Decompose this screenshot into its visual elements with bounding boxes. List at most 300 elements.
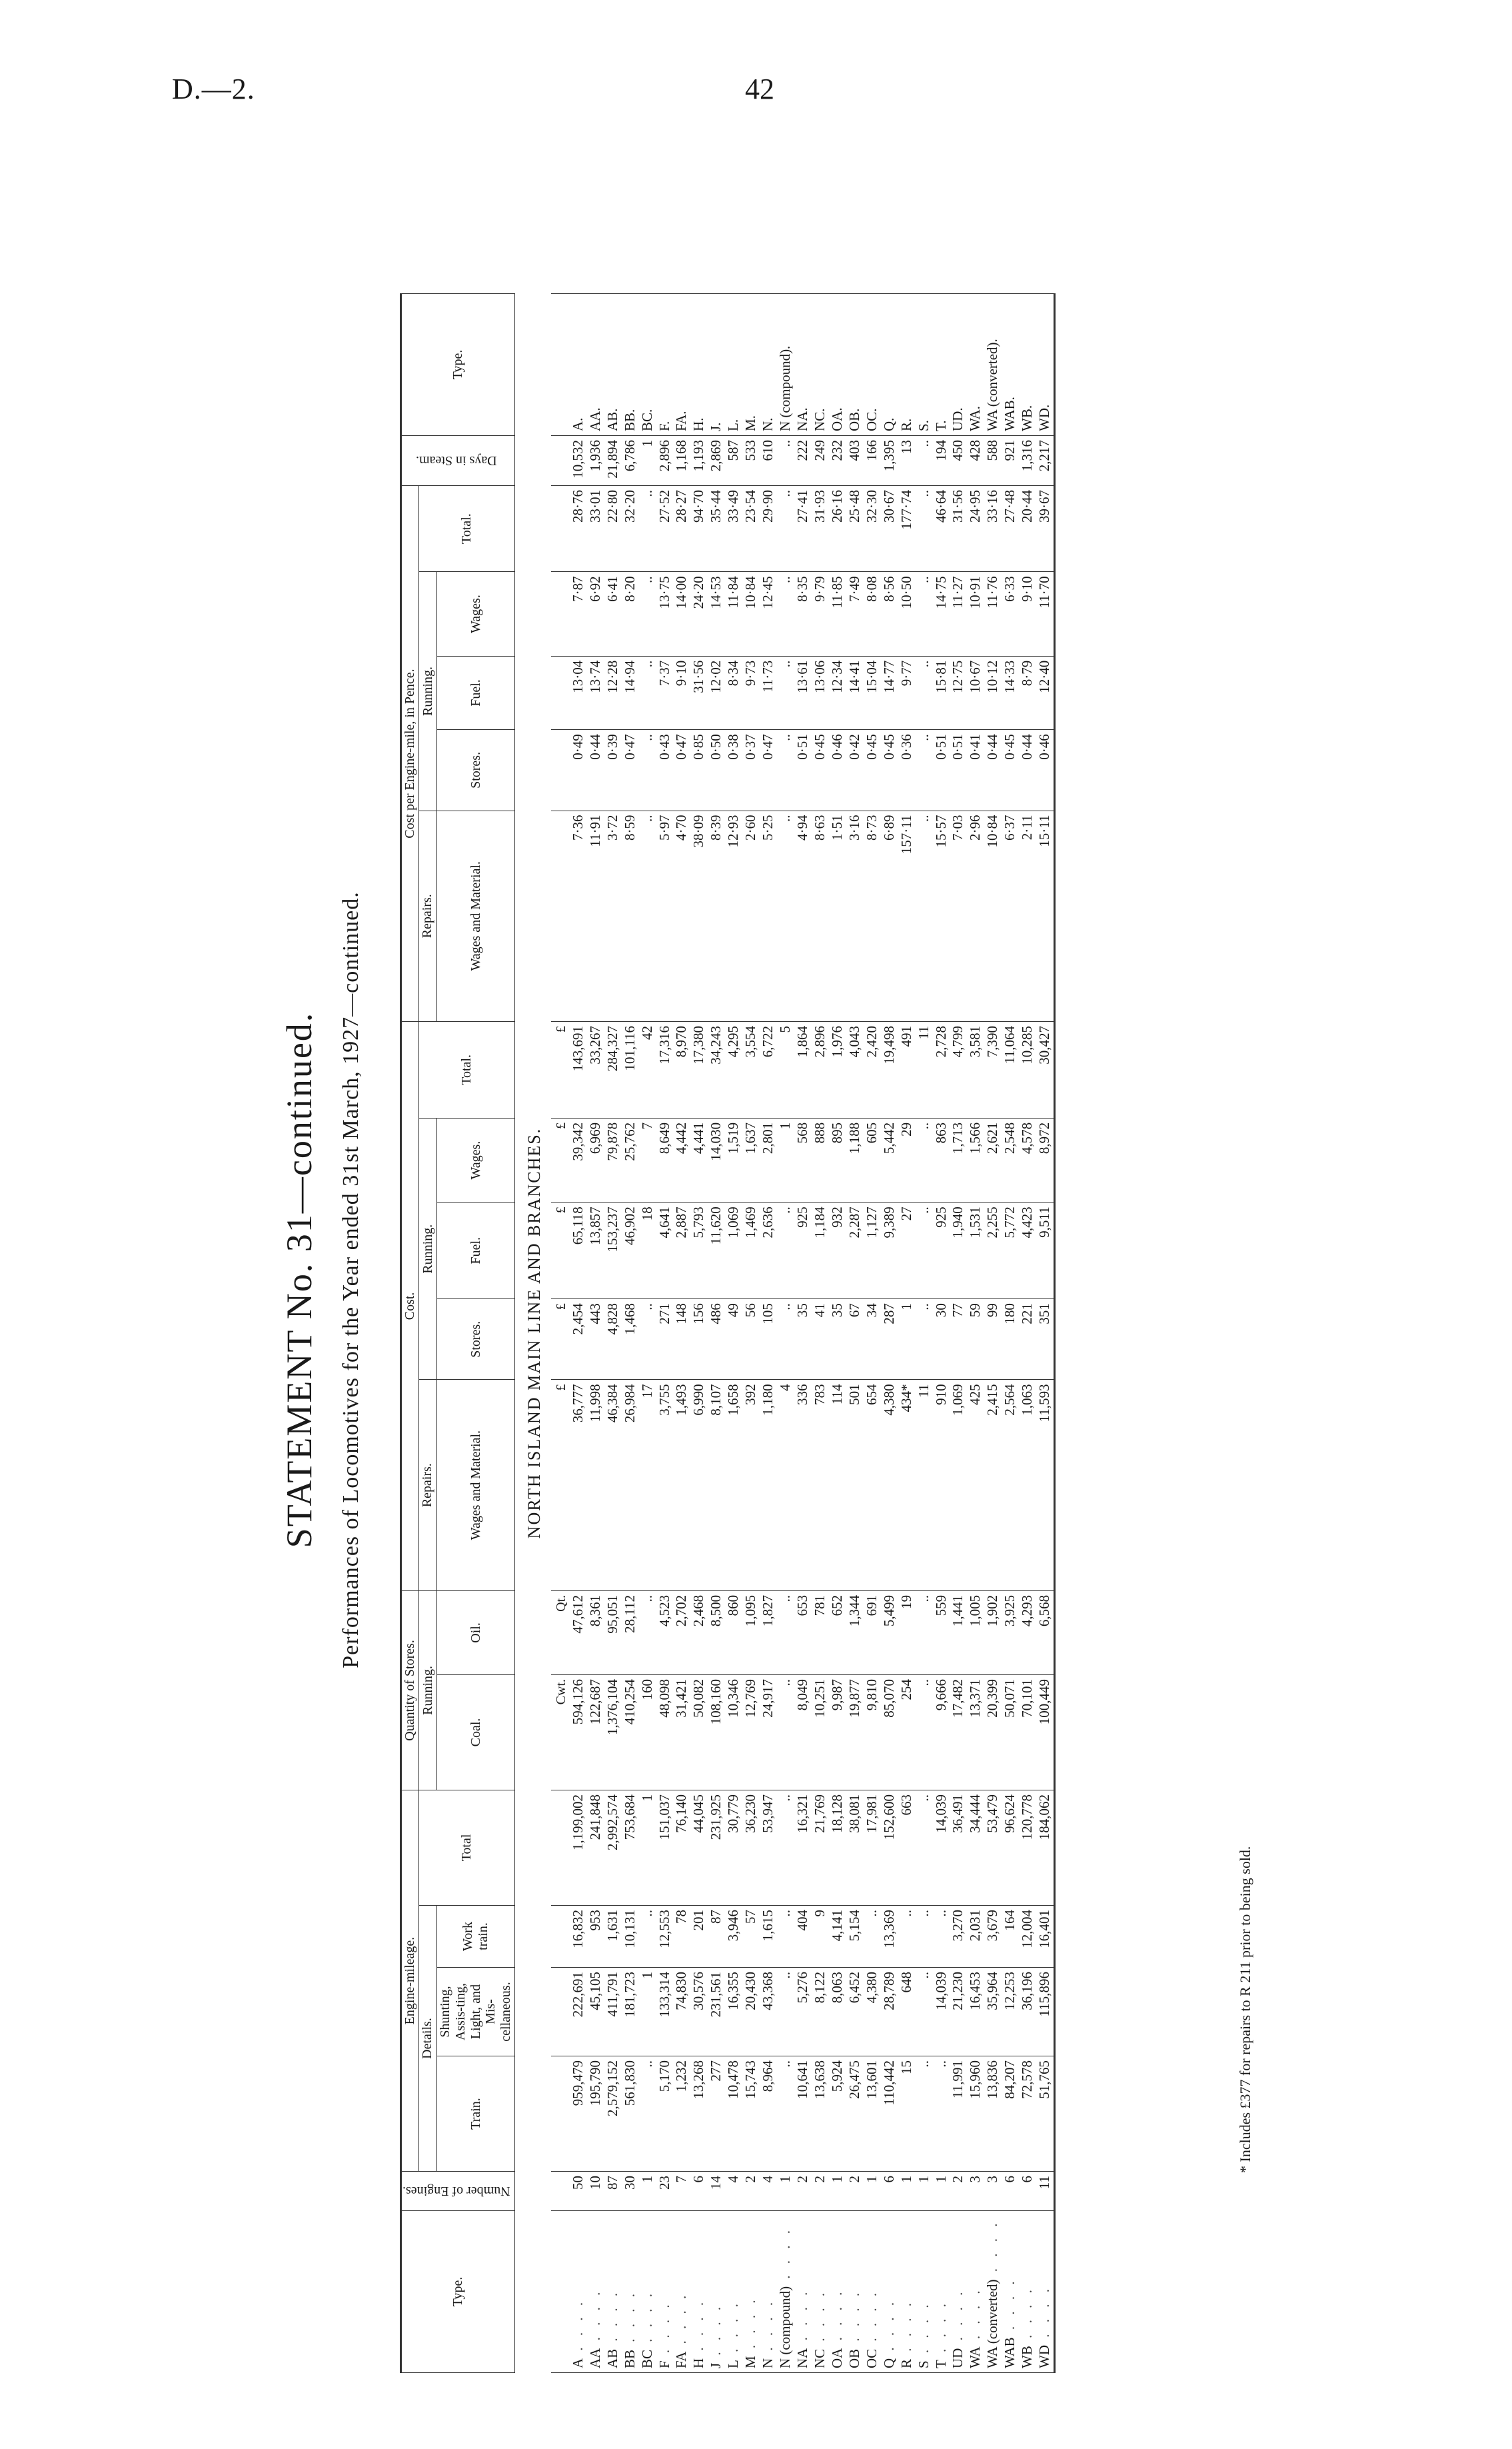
cell-total: 663 — [898, 1790, 916, 1906]
cell-wages: 1,519 — [725, 1118, 742, 1202]
cell-oil: 4,523 — [656, 1590, 674, 1674]
cell-shunt: 21,230 — [950, 1968, 967, 2056]
cell-pfuel: 7·37 — [656, 656, 674, 730]
row-type: L . . . . — [725, 2211, 742, 2373]
cell-pstores: 0·41 — [967, 730, 984, 811]
table-row — [587, 294, 604, 2373]
cell-wages: 5,442 — [881, 1118, 898, 1202]
cell-ptotal: 32·30 — [864, 486, 881, 572]
cell-total: 16,321 — [794, 1790, 812, 1906]
table-row — [1002, 294, 1019, 2373]
cell-prep: 8·39 — [708, 811, 725, 1021]
unit-repairs: £ — [551, 1380, 570, 1590]
cell-train: 10,478 — [725, 2056, 742, 2172]
col-cost-running: Running. — [418, 1118, 437, 1379]
cell-total: 36,230 — [742, 1790, 760, 1906]
cell-prep: 7·36 — [570, 811, 587, 1021]
col-cost-wages: Wages. — [437, 1118, 515, 1202]
table-row — [846, 294, 864, 2373]
cell-train: .. — [933, 2056, 950, 2172]
cell-fuel: 13,857 — [587, 1203, 604, 1299]
cell-rep: 6,990 — [690, 1380, 708, 1590]
footnote: * Includes £377 for repairs to R 211 prior to being sold. — [1237, 1846, 1253, 2173]
col-cost: Cost. — [401, 1022, 419, 1591]
row-type: J . . . . — [708, 2211, 725, 2373]
cell-pstores: 0·47 — [673, 730, 690, 811]
cell-rep: 11 — [916, 1380, 933, 1590]
cell-coal: .. — [777, 1675, 794, 1790]
cell-cost: 33,267 — [587, 1022, 604, 1119]
unit-oil: Qt. — [551, 1590, 570, 1674]
cell-prep: 10·84 — [984, 811, 1002, 1021]
cell-shunt: 30,576 — [690, 1968, 708, 2056]
cell-rep: 336 — [794, 1380, 812, 1590]
cell-work: 16,832 — [570, 1906, 587, 1968]
cell-train: 15,960 — [967, 2056, 984, 2172]
cell-work: 1,615 — [760, 1906, 777, 1968]
cell-prep: 1·51 — [829, 811, 846, 1021]
cell-fuel: 1,127 — [864, 1203, 881, 1299]
table-row — [812, 294, 829, 2373]
cell-shunt: 1 — [639, 1968, 656, 2056]
cell-pstores: .. — [639, 730, 656, 811]
table-row — [984, 294, 1002, 2373]
cell-train: .. — [916, 2056, 933, 2172]
cell-coal: 19,877 — [846, 1675, 864, 1790]
table-row — [916, 294, 933, 2373]
table-row — [967, 294, 984, 2373]
cell-fuel: 1,069 — [725, 1203, 742, 1299]
cell-rep: 2,415 — [984, 1380, 1002, 1590]
cell-coal: 160 — [639, 1675, 656, 1790]
cell-oil: .. — [916, 1590, 933, 1674]
row-type-right: R. — [898, 294, 916, 436]
cell-ptotal: 27·48 — [1002, 486, 1019, 572]
cell-work: 201 — [690, 1906, 708, 1968]
cell-wages: 1 — [777, 1118, 794, 1202]
cell-n: 4 — [725, 2172, 742, 2211]
cell-cost: 3,581 — [967, 1022, 984, 1119]
unit-wages: £ — [551, 1118, 570, 1202]
row-type: Q . . . . — [881, 2211, 898, 2373]
cell-cost: 5 — [777, 1022, 794, 1119]
row-type: N (compound) . . . . — [777, 2211, 794, 2373]
cell-n: 7 — [673, 2172, 690, 2211]
cell-pfuel: 9·73 — [742, 656, 760, 730]
cell-total: 152,600 — [881, 1790, 898, 1906]
cell-oil: 5,499 — [881, 1590, 898, 1674]
cell-pwages: 14·75 — [933, 572, 950, 656]
cell-oil: 3,925 — [1002, 1590, 1019, 1674]
cell-pwages: 14·53 — [708, 572, 725, 656]
col-cost-repairs: Repairs. — [418, 1380, 436, 1590]
cell-work: 87 — [708, 1906, 725, 1968]
cell-pwages: 11·84 — [725, 572, 742, 656]
cell-train: 8,964 — [760, 2056, 777, 2172]
col-days-in-steam: Days in Steam. — [401, 436, 515, 486]
row-type-right: BB. — [622, 294, 639, 436]
cell-stores: .. — [916, 1299, 933, 1380]
row-type: M . . . . — [742, 2211, 760, 2373]
table-row — [742, 294, 760, 2373]
cell-oil: 860 — [725, 1590, 742, 1674]
cell-ptotal: 26·16 — [829, 486, 846, 572]
cell-coal: 85,070 — [881, 1675, 898, 1790]
row-type-right: Q. — [881, 294, 898, 436]
cell-pwages: 8·08 — [864, 572, 881, 656]
cell-pwages: .. — [777, 572, 794, 656]
cell-oil: 691 — [864, 1590, 881, 1674]
cell-oil: 652 — [829, 1590, 846, 1674]
cell-pfuel: 14·41 — [846, 656, 864, 730]
cell-pstores: 0·38 — [725, 730, 742, 811]
row-type: OB . . . . — [846, 2211, 864, 2373]
cell-total: .. — [916, 1790, 933, 1906]
cell-total: 21,769 — [812, 1790, 829, 1906]
cell-pstores: 0·47 — [760, 730, 777, 811]
cell-coal: 70,101 — [1019, 1675, 1036, 1790]
cell-total: 36,491 — [950, 1790, 967, 1906]
cell-days: 1,193 — [690, 436, 708, 486]
cell-oil: 1,827 — [760, 1590, 777, 1674]
row-type: AB . . . . — [604, 2211, 622, 2373]
cell-shunt: 36,196 — [1019, 1968, 1036, 2056]
cell-fuel: 932 — [829, 1203, 846, 1299]
cell-pstores: 0·43 — [656, 730, 674, 811]
cell-fuel: 1,940 — [950, 1203, 967, 1299]
cell-pfuel: 13·61 — [794, 656, 812, 730]
cell-wages: 6,969 — [587, 1118, 604, 1202]
cell-work: .. — [639, 1906, 656, 1968]
cell-train: 1,232 — [673, 2056, 690, 2172]
row-type: WA . . . . — [967, 2211, 984, 2373]
cell-oil: .. — [777, 1590, 794, 1674]
cell-wages: 1,713 — [950, 1118, 967, 1202]
cell-shunt: 16,355 — [725, 1968, 742, 2056]
cell-rep: 11,998 — [587, 1380, 604, 1590]
cell-ptotal: 27·41 — [794, 486, 812, 572]
cell-pwages: 11·85 — [829, 572, 846, 656]
cell-work: 10,131 — [622, 1906, 639, 1968]
cell-wages: 605 — [864, 1118, 881, 1202]
row-type-right: N (compound). — [777, 294, 794, 436]
row-type: AA . . . . — [587, 2211, 604, 2373]
cell-oil: 95,051 — [604, 1590, 622, 1674]
row-type-right: UD. — [950, 294, 967, 436]
cell-rep: 2,564 — [1002, 1380, 1019, 1590]
statement-subtitle: Performances of Locomotives for the Year ended 31st March, 1927—continued. — [339, 891, 363, 1668]
cell-pwages: 6·92 — [587, 572, 604, 656]
row-type-right: M. — [742, 294, 760, 436]
cell-rep: 3,755 — [656, 1380, 674, 1590]
cell-shunt: .. — [916, 1968, 933, 2056]
cell-rep: 4,380 — [881, 1380, 898, 1590]
row-type: S . . . . — [916, 2211, 933, 2373]
cell-pstores: 0·44 — [984, 730, 1002, 811]
cell-wages: 25,762 — [622, 1118, 639, 1202]
cell-wages: 4,442 — [673, 1118, 690, 1202]
cell-n: 1 — [916, 2172, 933, 2211]
cell-n: 2 — [742, 2172, 760, 2211]
cell-total: 241,848 — [587, 1790, 604, 1906]
cell-train: 13,638 — [812, 2056, 829, 2172]
cell-pwages: 7·87 — [570, 572, 587, 656]
cell-pwages: 11·70 — [1036, 572, 1054, 656]
col-type: Type. — [401, 2211, 515, 2373]
cell-pfuel: 10·12 — [984, 656, 1002, 730]
cell-oil: 28,112 — [622, 1590, 639, 1674]
col-pm-repairs: Repairs. — [418, 811, 436, 1021]
cell-stores: 35 — [829, 1299, 846, 1380]
cell-stores: 105 — [760, 1299, 777, 1380]
cell-shunt: 411,791 — [604, 1968, 622, 2056]
row-type-right: A. — [570, 294, 587, 436]
cell-shunt: 43,368 — [760, 1968, 777, 2056]
cell-prep: 2·11 — [1019, 811, 1036, 1021]
cell-train: 195,790 — [587, 2056, 604, 2172]
cell-wages: 1,637 — [742, 1118, 760, 1202]
table-row — [656, 294, 674, 2373]
cell-wages: 2,548 — [1002, 1118, 1019, 1202]
cell-wages: 14,030 — [708, 1118, 725, 1202]
cell-coal: 8,049 — [794, 1675, 812, 1790]
cell-prep: 8·63 — [812, 811, 829, 1021]
cell-total: 18,128 — [829, 1790, 846, 1906]
cell-ptotal: 28·76 — [570, 486, 587, 572]
cell-total: 30,779 — [725, 1790, 742, 1906]
cell-pstores: 0·85 — [690, 730, 708, 811]
cell-pstores: 0·51 — [794, 730, 812, 811]
table-row — [1019, 294, 1036, 2373]
cell-fuel: 65,118 — [570, 1203, 587, 1299]
cell-work: 16,401 — [1036, 1906, 1054, 1968]
cell-total: 231,925 — [708, 1790, 725, 1906]
cell-n: 3 — [984, 2172, 1002, 2211]
cell-days: 232 — [829, 436, 846, 486]
cell-stores: 287 — [881, 1299, 898, 1380]
cell-pfuel: 12·02 — [708, 656, 725, 730]
cell-oil: 1,005 — [967, 1590, 984, 1674]
cell-wages: 863 — [933, 1118, 950, 1202]
cell-ptotal: 29·90 — [760, 486, 777, 572]
cell-stores: 99 — [984, 1299, 1002, 1380]
table-row — [725, 294, 742, 2373]
cell-shunt: 12,253 — [1002, 1968, 1019, 2056]
cell-stores: 49 — [725, 1299, 742, 1380]
cell-pfuel: 12·28 — [604, 656, 622, 730]
table-row — [639, 294, 656, 2373]
cell-n: 6 — [881, 2172, 898, 2211]
cell-rep: 425 — [967, 1380, 984, 1590]
page-number: 42 — [745, 73, 774, 105]
cell-ptotal: 32·20 — [622, 486, 639, 572]
cell-prep: 8·59 — [622, 811, 639, 1021]
rotated-statement — [255, 120, 1421, 2440]
cell-days: 1,316 — [1019, 436, 1036, 486]
cell-rep: 501 — [846, 1380, 864, 1590]
cell-oil: 1,902 — [984, 1590, 1002, 1674]
cell-days: 1 — [639, 436, 656, 486]
cell-work: .. — [777, 1906, 794, 1968]
cell-pstores: 0·50 — [708, 730, 725, 811]
cell-fuel: .. — [777, 1203, 794, 1299]
cell-ptotal: .. — [777, 486, 794, 572]
cell-wages: 2,801 — [760, 1118, 777, 1202]
cell-coal: 410,254 — [622, 1675, 639, 1790]
cell-train: 11,991 — [950, 2056, 967, 2172]
cell-total: 44,045 — [690, 1790, 708, 1906]
cell-prep: 157·11 — [898, 811, 916, 1021]
unit-coal: Cwt. — [551, 1675, 570, 1790]
cell-pfuel: 31·56 — [690, 656, 708, 730]
col-details: Details. — [418, 1906, 436, 2172]
cell-prep: 5·25 — [760, 811, 777, 1021]
cell-work: .. — [898, 1906, 916, 1968]
cell-train: .. — [639, 2056, 656, 2172]
cell-pwages: 6·33 — [1002, 572, 1019, 656]
cell-n: 10 — [587, 2172, 604, 2211]
cell-train: 959,479 — [570, 2056, 587, 2172]
cell-pfuel: 13·06 — [812, 656, 829, 730]
cell-pfuel: 13·04 — [570, 656, 587, 730]
cell-days: 2,217 — [1036, 436, 1054, 486]
cell-n: 1 — [898, 2172, 916, 2211]
units-row — [551, 294, 570, 2373]
cell-cost: 101,116 — [622, 1022, 639, 1119]
table-row — [604, 294, 622, 2373]
cell-n: 3 — [967, 2172, 984, 2211]
cell-fuel: 5,793 — [690, 1203, 708, 1299]
cell-n: 14 — [708, 2172, 725, 2211]
cell-stores: 67 — [846, 1299, 864, 1380]
table-row — [881, 294, 898, 2373]
cell-pfuel: 12·40 — [1036, 656, 1054, 730]
cell-ptotal: .. — [916, 486, 933, 572]
cell-stores: 35 — [794, 1299, 812, 1380]
row-type: WD . . . . — [1036, 2211, 1054, 2373]
cell-rep: 114 — [829, 1380, 846, 1590]
col-pm-stores: Stores. — [437, 730, 515, 811]
cell-wages: 895 — [829, 1118, 846, 1202]
cell-pstores: 0·49 — [570, 730, 587, 811]
cell-stores: 34 — [864, 1299, 881, 1380]
cell-prep: .. — [916, 811, 933, 1021]
cell-total: 53,947 — [760, 1790, 777, 1906]
row-type-right: F. — [656, 294, 674, 436]
cell-prep: 4·94 — [794, 811, 812, 1021]
col-cost-fuel: Fuel. — [437, 1203, 515, 1299]
col-cost-total: Total. — [418, 1022, 515, 1119]
cell-pstores: 0·45 — [881, 730, 898, 811]
row-type-right: T. — [933, 294, 950, 436]
cell-stores: 486 — [708, 1299, 725, 1380]
cell-work: 78 — [673, 1906, 690, 1968]
cell-n: 2 — [812, 2172, 829, 2211]
cell-coal: 50,082 — [690, 1675, 708, 1790]
cell-prep: 2·60 — [742, 811, 760, 1021]
cell-stores: .. — [777, 1299, 794, 1380]
table-row — [690, 294, 708, 2373]
cell-pfuel: 11·73 — [760, 656, 777, 730]
cell-pfuel: 9·10 — [673, 656, 690, 730]
cell-wages: 888 — [812, 1118, 829, 1202]
cell-stores: 4,828 — [604, 1299, 622, 1380]
cell-days: 222 — [794, 436, 812, 486]
cell-coal: 12,769 — [742, 1675, 760, 1790]
cell-n: 1 — [829, 2172, 846, 2211]
cell-coal: 9,810 — [864, 1675, 881, 1790]
cell-oil: 19 — [898, 1590, 916, 1674]
cell-pstores: 0·45 — [1002, 730, 1019, 811]
cell-shunt: 6,452 — [846, 1968, 864, 2056]
cell-cost: 1,976 — [829, 1022, 846, 1119]
col-pm-fuel: Fuel. — [437, 656, 515, 730]
cell-pfuel: 9·77 — [898, 656, 916, 730]
cell-rep: 1,493 — [673, 1380, 690, 1590]
cell-ptotal: 33·16 — [984, 486, 1002, 572]
cell-shunt: 4,380 — [864, 1968, 881, 2056]
unit-fuel: £ — [551, 1203, 570, 1299]
col-pm-total: Total. — [418, 486, 515, 572]
cell-train: 13,601 — [864, 2056, 881, 2172]
cell-total: .. — [777, 1790, 794, 1906]
row-type-right: WA (converted). — [984, 294, 1002, 436]
cell-shunt: 14,039 — [933, 1968, 950, 2056]
cell-coal: 24,917 — [760, 1675, 777, 1790]
cell-ptotal: 35·44 — [708, 486, 725, 572]
cell-ptotal: 31·56 — [950, 486, 967, 572]
cell-ptotal: 20·44 — [1019, 486, 1036, 572]
cell-prep: 3·72 — [604, 811, 622, 1021]
row-type: FA . . . . — [673, 2211, 690, 2373]
cell-rep: 1,063 — [1019, 1380, 1036, 1590]
cell-cost: 34,243 — [708, 1022, 725, 1119]
cell-pwages: 7·49 — [846, 572, 864, 656]
cell-pstores: 0·46 — [1036, 730, 1054, 811]
cell-stores: 30 — [933, 1299, 950, 1380]
cell-rep: 392 — [742, 1380, 760, 1590]
row-type: NC . . . . — [812, 2211, 829, 2373]
cell-pwages: .. — [916, 572, 933, 656]
cell-work: 5,154 — [846, 1906, 864, 1968]
cell-stores: 148 — [673, 1299, 690, 1380]
statement-title: STATEMENT No. 31—continued. — [279, 1011, 319, 1548]
cell-train: 10,641 — [794, 2056, 812, 2172]
cell-train: 2,579,152 — [604, 2056, 622, 2172]
cell-cost: 491 — [898, 1022, 916, 1119]
cell-days: 194 — [933, 436, 950, 486]
cell-n: 6 — [1002, 2172, 1019, 2211]
cell-wages: 39,342 — [570, 1118, 587, 1202]
cell-work: 404 — [794, 1906, 812, 1968]
cell-cost: 7,390 — [984, 1022, 1002, 1119]
cell-days: 2,896 — [656, 436, 674, 486]
cell-fuel: 4,641 — [656, 1203, 674, 1299]
cell-n: 4 — [760, 2172, 777, 2211]
cell-shunt: 45,105 — [587, 1968, 604, 2056]
cell-pstores: .. — [916, 730, 933, 811]
cell-wages: 4,578 — [1019, 1118, 1036, 1202]
cell-oil: 6,568 — [1036, 1590, 1054, 1674]
cell-n: 2 — [950, 2172, 967, 2211]
cell-coal: 17,482 — [950, 1675, 967, 1790]
table-row — [794, 294, 812, 2373]
table-row — [829, 294, 846, 2373]
cell-pstores: 0·44 — [587, 730, 604, 811]
cell-days: 166 — [864, 436, 881, 486]
cell-wages: 568 — [794, 1118, 812, 1202]
cell-stores: 1,468 — [622, 1299, 639, 1380]
